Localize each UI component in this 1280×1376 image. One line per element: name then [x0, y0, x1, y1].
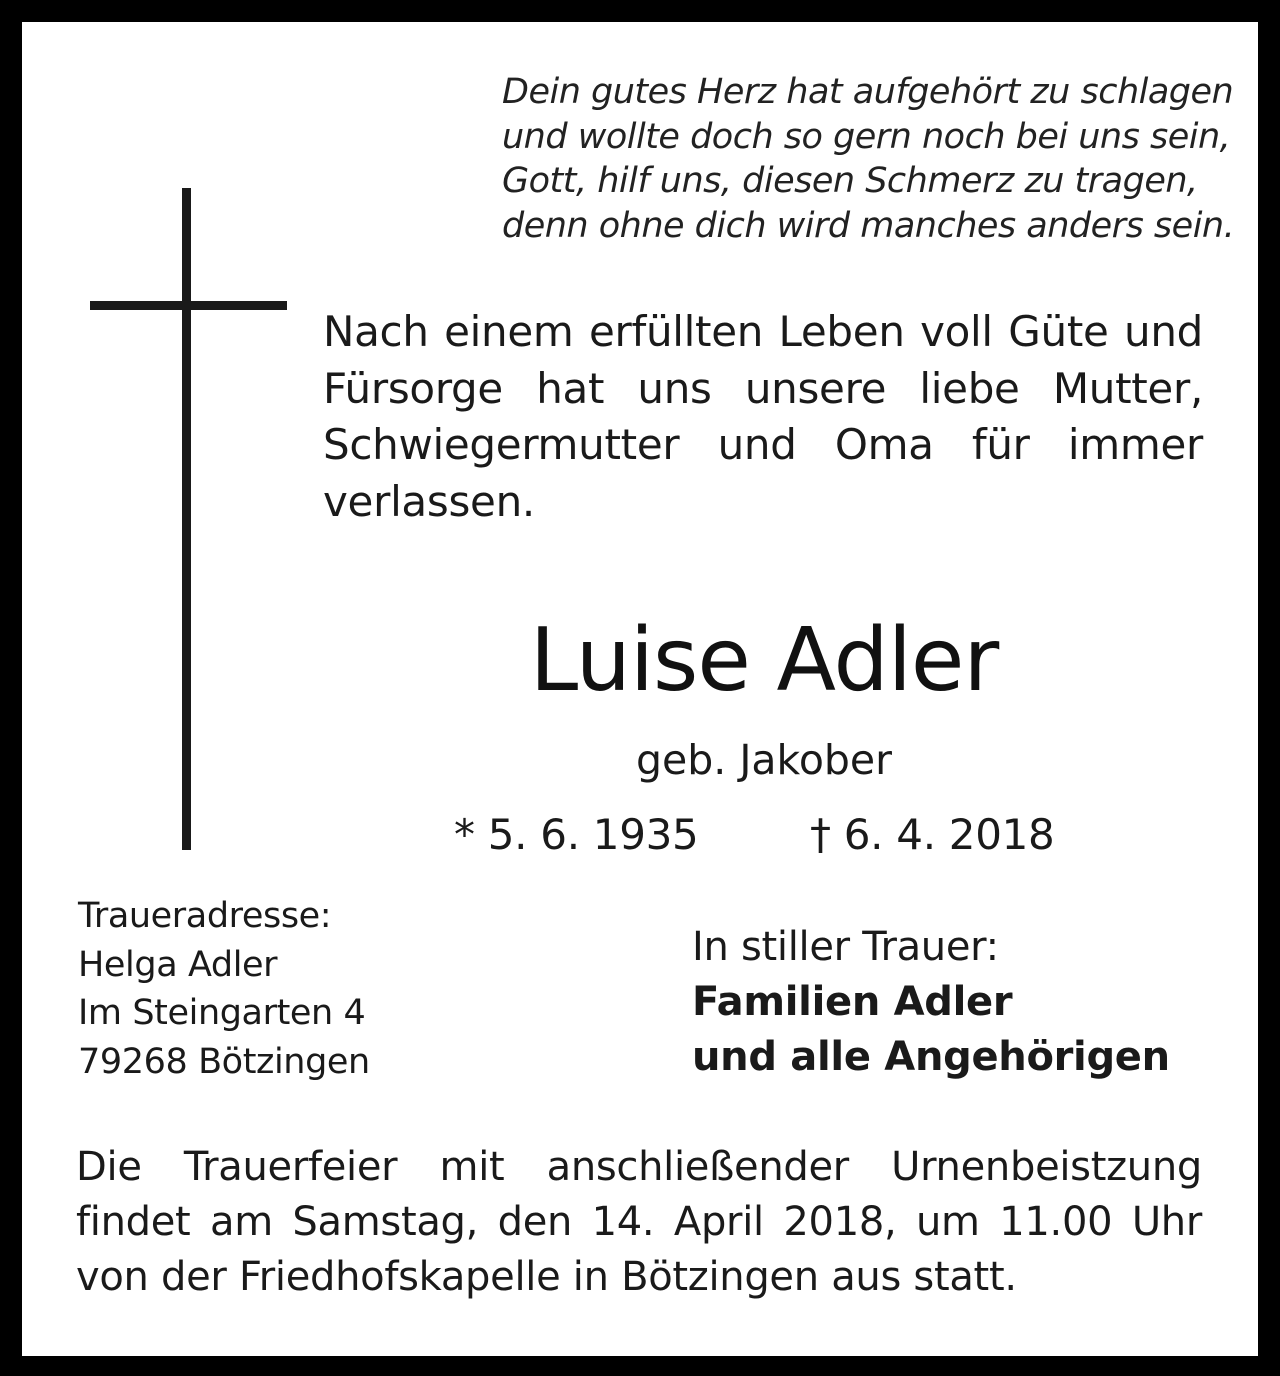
birth-date: * 5. 6. 1935: [454, 810, 699, 859]
address-city: 79268 Bötzingen: [78, 1041, 370, 1082]
address-name: Helga Adler: [78, 944, 278, 985]
cross-vertical-bar: [182, 188, 191, 850]
mourners-block: [692, 920, 1170, 1085]
intro-text: Nach einem erfüllten Leben voll Güte und Fürsorge hat uns unsere liebe Mutter, Schwiegermutter und Oma für immer verlassen.: [323, 307, 1203, 526]
poem-line: denn ohne dich wird manches anders sein.: [502, 205, 1235, 246]
address-street: Im Steingarten 4: [78, 993, 366, 1033]
mourning-address: [78, 892, 370, 1086]
cross-horizontal-bar: [90, 301, 287, 310]
poem-line: Gott, hilf uns, diesen Schmerz zu tragen,: [502, 161, 1198, 201]
maiden-name: geb. Jakober: [635, 736, 893, 784]
mourners-family: Familien Adler: [692, 979, 1013, 1025]
death-date: † 6. 4. 2018: [810, 810, 1055, 859]
mourners-relatives: und alle Angehörigen: [692, 1034, 1170, 1080]
obituary-notice: [22, 22, 1258, 1356]
ceremony-text: Die Trauerfeier mit anschließender Urnenbeistzung findet am Samstag, den 14. April 2018, um 11.00 Uhr von der Friedhofskapelle in Bötzingen aus statt.: [76, 1144, 1202, 1300]
poem-line: und wollte doch so gern noch bei uns sein,: [502, 116, 1231, 157]
address-label: Traueradresse:: [78, 896, 332, 936]
deceased-name: Luise Adler: [529, 609, 999, 711]
poem: [502, 70, 1235, 248]
mourners-label: In stiller Trauer:: [692, 924, 999, 970]
poem-line: Dein gutes Herz hat aufgehört zu schlagen: [502, 72, 1234, 112]
